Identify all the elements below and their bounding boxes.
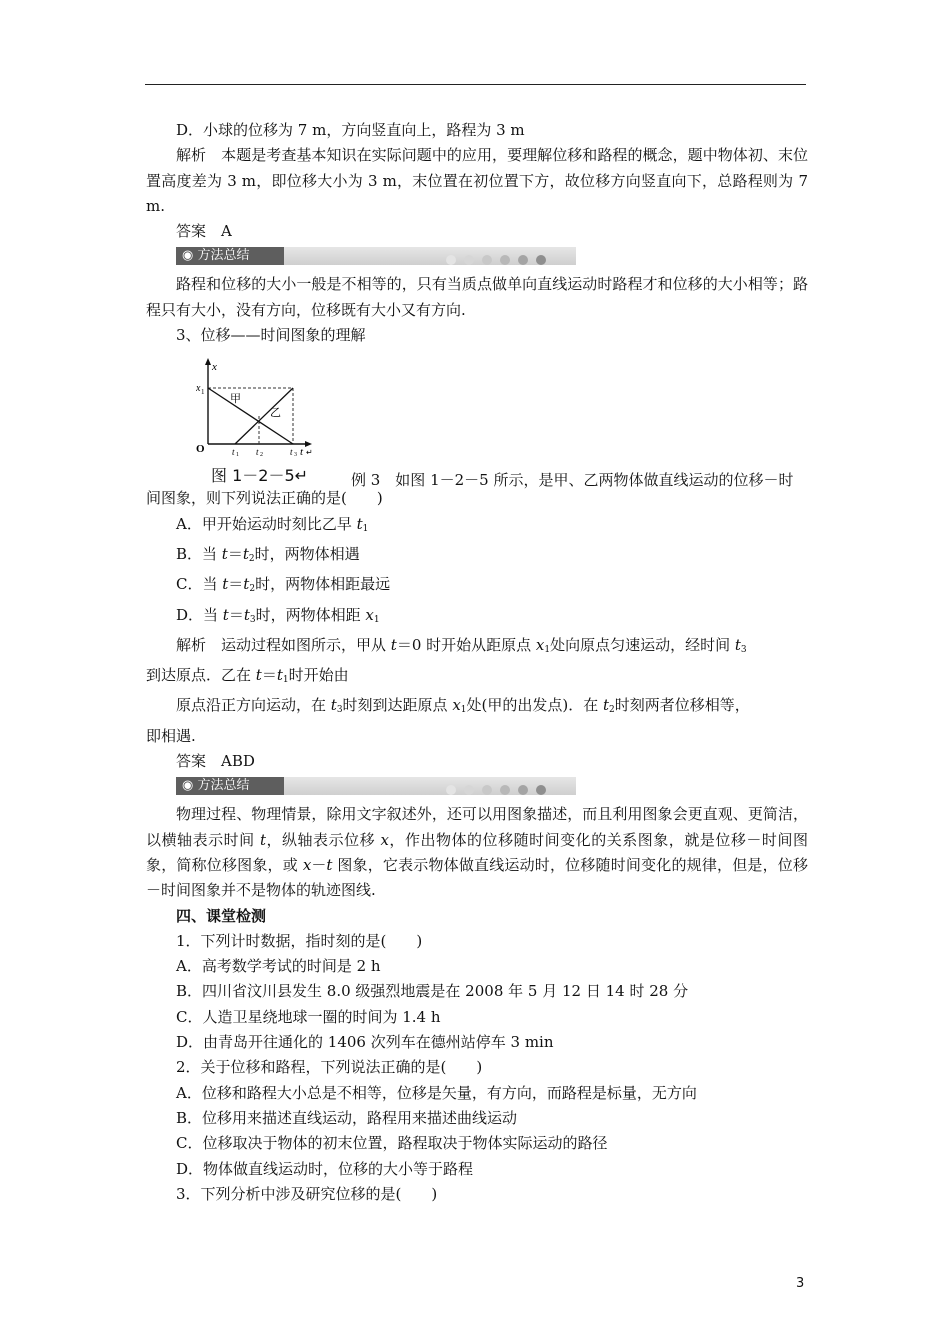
question-1-option-b: B．四川省汶川县发生 8.0 级强烈地震是在 2008 年 5 月 12 日 14 时 28 分 [176, 982, 689, 1001]
question-2-option-a: A．位移和路程大小总是不相等，位移是矢量，有方向，而路程是标量，无方向 [176, 1083, 697, 1102]
option-a: A．甲开始运动时刻比乙早 $t_1$ [176, 514, 369, 534]
t-axis-label: t [300, 446, 304, 457]
method-summary-banner-2 [176, 777, 576, 799]
page-number: 3 [796, 1276, 805, 1291]
origin-label: O [196, 443, 205, 456]
figure-caption: 图 1－2－5↵ [211, 466, 309, 486]
example-3-first-line: 例 3 如图 1－2－5 所示，是甲、乙两物体做直线运动的位移－时 [351, 471, 794, 490]
section-4-heading: 四、课堂检测 [176, 906, 267, 925]
question-2-option-b: B．位移用来描述直线运动，路程用来描述曲线运动 [176, 1108, 518, 1127]
section-heading: 3、位移——时间图象的理解 [176, 326, 366, 345]
x-axis-arrow [305, 441, 312, 447]
question-2: 2．关于位移和路程，下列说法正确的是( ) [176, 1058, 483, 1077]
solution-line-2: 到达原点．乙在 $t=t_1$时开始由 [146, 666, 349, 686]
yi-label: 乙 [270, 406, 281, 420]
t1-label: t [232, 447, 235, 457]
answer-line: 答案 A [176, 222, 232, 241]
banner-dot [482, 255, 492, 265]
header-rule [145, 84, 806, 85]
t-axis-arrow: ↵ [306, 448, 313, 457]
banner-dot [482, 785, 492, 795]
banner-dot [500, 785, 510, 795]
option-c: C．当 $t=t_2$时，两物体相距最远 [176, 575, 391, 595]
solution-line-3: 原点沿正方向运动，在 $t_3$时刻到达距原点 $x_1$处(甲的出发点)．在 $t_2$时刻两者位移相等， [176, 696, 750, 716]
banner-dot [536, 785, 546, 795]
t3-sub: 3 [294, 452, 297, 457]
question-2-option-d: D．物体做直线运动时，位移的大小等于路程 [176, 1159, 474, 1178]
banner-dot [464, 255, 474, 265]
jia-label: 甲 [230, 392, 241, 406]
banner-dots [446, 781, 554, 799]
banner-label: ◉ 方法总结 [176, 247, 284, 265]
option-b: B．当 $t=t_2$时，两物体相遇 [176, 544, 360, 564]
question-2-option-c: C．位移取决于物体的初末位置，路程取决于物体实际运动的路径 [176, 1134, 608, 1153]
t2-label: t [256, 447, 259, 457]
y-axis-label: x [212, 361, 217, 374]
method-summary-text: 路程和位移的大小一般是不相等的，只有当质点做单向直线运动时路程才和位移的大小相等；路程只有大小，没有方向，位移既有大小又有方向. [146, 275, 808, 319]
banner-dot [500, 255, 510, 265]
banner-dot [536, 255, 546, 265]
question-1-option-d: D．由青岛开往通化的 1406 次列车在德州站停车 3 min [176, 1033, 554, 1052]
x1-label-sub: 1 [201, 388, 205, 397]
question-1-option-c: C．人造卫星绕地球一圈的时间为 1.4 h [176, 1007, 441, 1026]
x1-label: x [196, 383, 201, 395]
answer-line-2: 答案 ABD [176, 752, 255, 771]
banner-label: ◉ 方法总结 [176, 777, 284, 795]
page-content [146, 118, 808, 1207]
solution-line-1: 解析 运动过程如图所示，甲从 t＝0 时开始从距原点 $x_1$处向原点匀速运动，经时间 $t_3$ [176, 635, 747, 655]
banner-dot [518, 785, 528, 795]
solution-line-4: 即相遇. [146, 726, 196, 745]
figure-block [146, 356, 808, 490]
yi-line [235, 388, 293, 444]
question-1-option-a: A．高考数学考试的时间是 2 h [176, 957, 381, 976]
banner-dot [446, 255, 456, 265]
example-3-second-line: 间图象，则下列说法正确的是( ) [146, 489, 383, 508]
banner-dots [446, 251, 554, 269]
question-1: 1．下列计时数据，指时刻的是( ) [176, 931, 423, 950]
displacement-time-graph [196, 356, 316, 456]
option-d-line: D．小球的位移为 7 m，方向竖直向上，路程为 3 m [176, 121, 525, 139]
banner-dot [464, 785, 474, 795]
banner-dot [518, 255, 528, 265]
t2-sub: 2 [260, 452, 263, 457]
banner-dot [446, 785, 456, 795]
t1-sub: 1 [236, 452, 239, 457]
y-axis-arrow [205, 358, 211, 365]
analysis-paragraph: 解析 本题是考查基本知识在实际问题中的应用，要理解位移和路程的概念，题中物体初、末位置高度差为 3 m，即位移大小为 3 m，末位置在初位置下方，故位移方向竖直向下，总路程则为 7 m. [146, 146, 808, 215]
question-3: 3．下列分析中涉及研究位移的是( ) [176, 1184, 438, 1203]
method-summary-banner [176, 247, 576, 269]
t3-label: t [290, 447, 293, 457]
method-summary-text-2: 物理过程、物理情景，除用文字叙述外，还可以用图象描述，而且利用图象会更直观、更简洁，以横轴表示时间 t，纵轴表示位移 x，作出物体的位移随时间变化的关系图象，就是位移－时间图象，简称位移图象，或 x－t 图象，它表示物体做直线运动时，位移随时间变化的规律，但是，位移－时间图象并不是物体的轨迹图线. [146, 805, 808, 900]
option-d: D．当 $t=t_3$时，两物体相距 $x_1$ [176, 605, 380, 625]
